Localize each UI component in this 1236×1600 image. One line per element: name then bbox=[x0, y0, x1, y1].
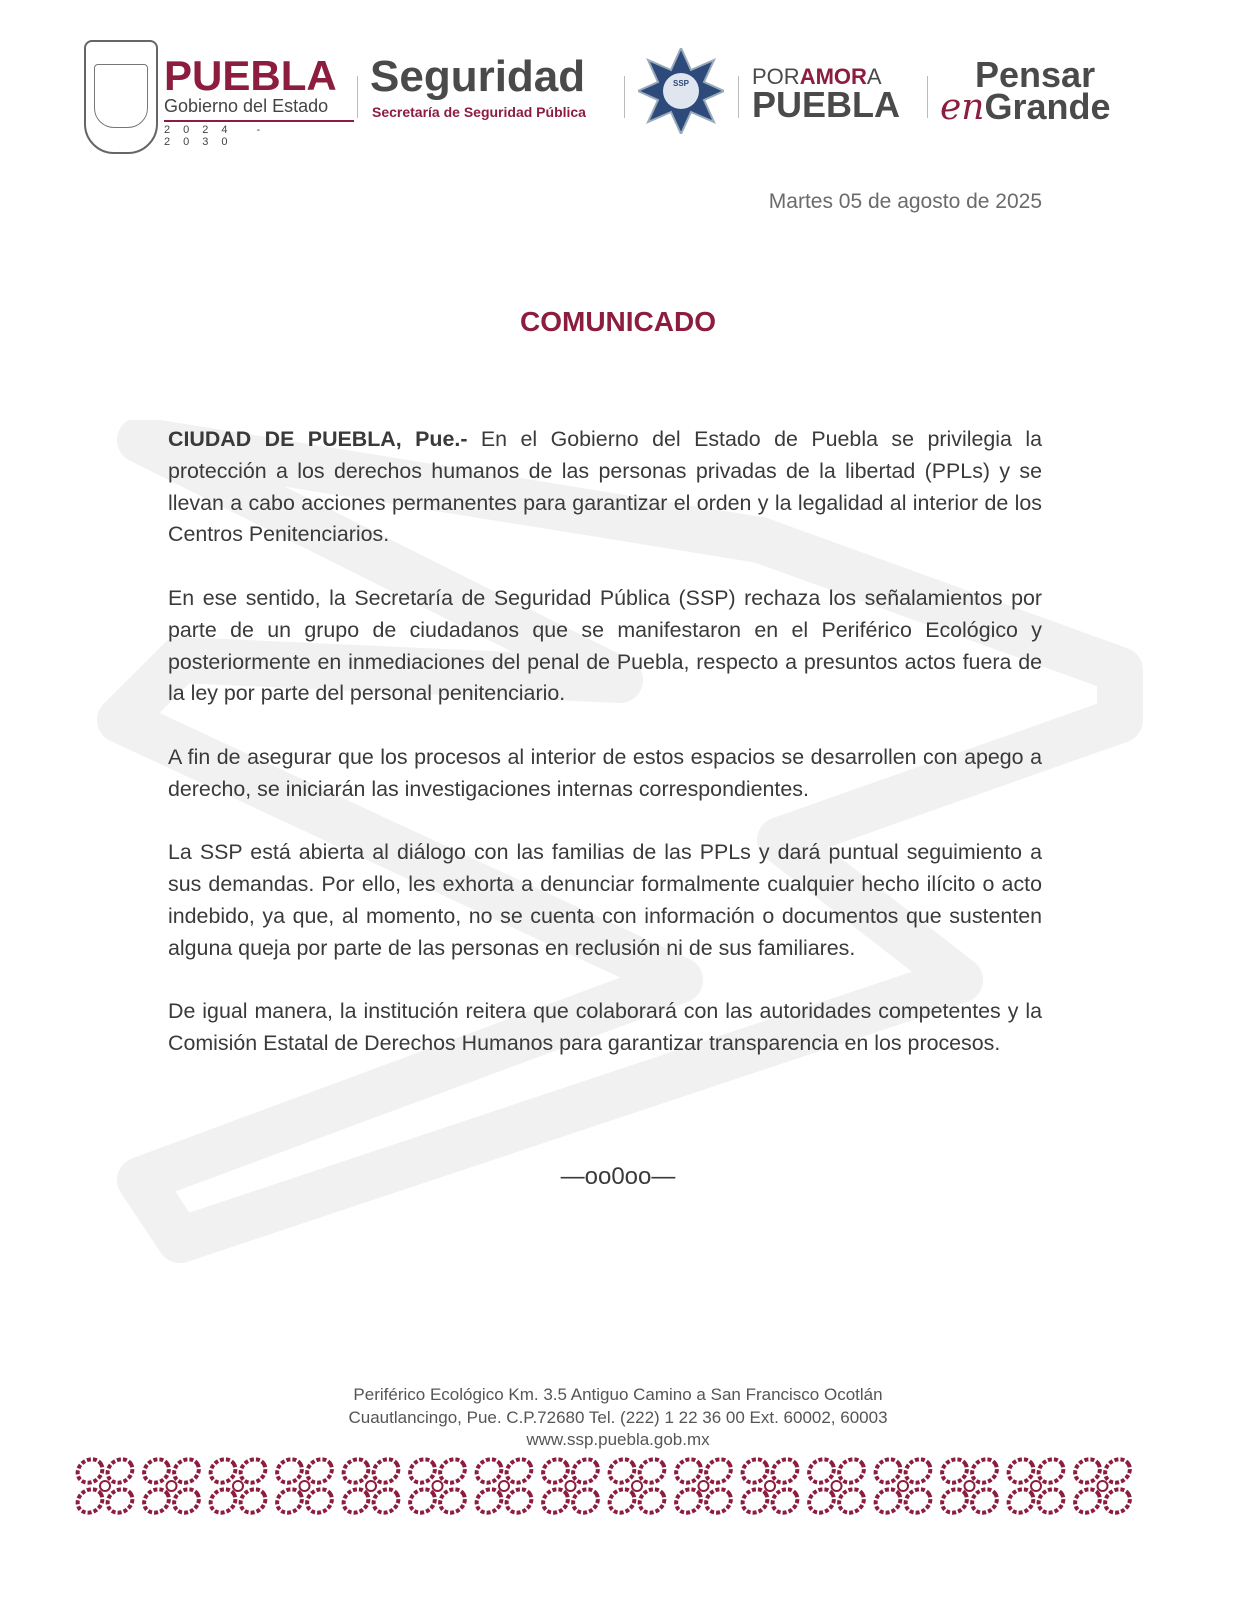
pattern-ring bbox=[765, 1481, 775, 1491]
header-logos bbox=[82, 38, 1142, 158]
pattern-ring bbox=[433, 1481, 443, 1491]
period-text: 2024 - 2030 bbox=[164, 120, 354, 148]
footer-address bbox=[0, 1384, 1236, 1452]
paragraph-3: A fin de asegurar que los procesos al interior de estos espacios se desarrollen con apego a derecho, se iniciarán las investigaciones internas correspondientes. bbox=[168, 744, 1042, 801]
por-amor-puebla-text: PUEBLA bbox=[752, 84, 901, 125]
paragraph-5: De igual manera, la institución reitera que colaborará con las autoridades competentes y la Comisión Estatal de Derechos Humanos para garantizar transparencia en los procesos. bbox=[168, 999, 1042, 1056]
divider bbox=[357, 76, 358, 118]
secretaria-text: Secretaría de Seguridad Pública bbox=[372, 104, 586, 120]
document-date: Martes 05 de agosto de 2025 bbox=[768, 190, 1042, 213]
police-star-badge-icon bbox=[638, 48, 724, 134]
paragraph-1: CIUDAD DE PUEBLA, Pue.- En el Gobierno del Estado de Puebla se privilegia la protección a los derechos humanos de las personas privadas de la libertad (PPLs) y se llevan a cabo acciones permanentes para garantizar el orden y la legalidad al interior de los Centros Penitenciarios. bbox=[168, 427, 1042, 547]
svg-text:SSP: SSP bbox=[672, 79, 690, 88]
pattern-ring bbox=[167, 1481, 177, 1491]
puebla-logo-text: PUEBLA bbox=[164, 52, 337, 99]
closing-mark: —oo0oo— bbox=[560, 1163, 676, 1190]
pattern-ring bbox=[499, 1481, 509, 1491]
pattern-ring bbox=[100, 1481, 110, 1491]
por-amor-text: PORAMORA bbox=[752, 64, 882, 89]
pattern-ring bbox=[965, 1481, 975, 1491]
address-line-2: Cuautlancingo, Pue. C.P.72680 Tel. (222) 1 22 36 00 Ext. 60002, 60003 bbox=[348, 1407, 888, 1427]
pattern-ring bbox=[832, 1481, 842, 1491]
en-grande-text: enGrande bbox=[940, 86, 1111, 128]
dateline: CIUDAD DE PUEBLA, Pue.- bbox=[168, 427, 468, 451]
pattern-ring bbox=[1098, 1481, 1108, 1491]
seguridad-logo-text: Seguridad bbox=[370, 52, 586, 101]
pensar-text: Pensar bbox=[975, 54, 1096, 95]
divider bbox=[738, 76, 739, 118]
state-crest-icon bbox=[84, 40, 158, 154]
gobierno-text: Gobierno del Estado bbox=[164, 96, 329, 116]
paragraph-4: La SSP está abierta al diálogo con las familias de las PPLs y dará puntual seguimiento a sus demandas. Por ello, les exhorta a denunciar formalmente cualquier hecho ilícito o acto indebido, ya que, al momento, no se cuenta con información o documentos que sustenten alguna queja por parte de las personas en reclusión ni de sus familiares. bbox=[168, 840, 1042, 960]
website-link[interactable]: www.ssp.puebla.gob.mx bbox=[526, 1430, 710, 1449]
pattern-ring bbox=[1031, 1481, 1041, 1491]
pattern-ring bbox=[632, 1481, 642, 1491]
pattern-ring bbox=[366, 1481, 376, 1491]
pattern-ring bbox=[898, 1481, 908, 1491]
divider bbox=[927, 76, 928, 118]
divider bbox=[624, 76, 625, 118]
pattern-ring bbox=[300, 1481, 310, 1491]
pattern-ring bbox=[699, 1481, 709, 1491]
decorative-pattern-border bbox=[72, 1455, 1142, 1517]
pattern-ring bbox=[233, 1481, 243, 1491]
address-line-1: Periférico Ecológico Km. 3.5 Antiguo Camino a San Francisco Ocotlán bbox=[353, 1385, 883, 1404]
paragraph-2: En ese sentido, la Secretaría de Seguridad Pública (SSP) rechaza los señalamientos por parte de un grupo de ciudadanos que se manifestaron en el Periférico Ecológico y posteriormente en inmediaciones del penal de Puebla, respecto a presuntos actos fuera de la ley por parte del personal penitenciario. bbox=[168, 585, 1042, 706]
document-title: COMUNICADO bbox=[520, 306, 716, 337]
document-body bbox=[168, 424, 1042, 1092]
pattern-ring bbox=[566, 1481, 576, 1491]
